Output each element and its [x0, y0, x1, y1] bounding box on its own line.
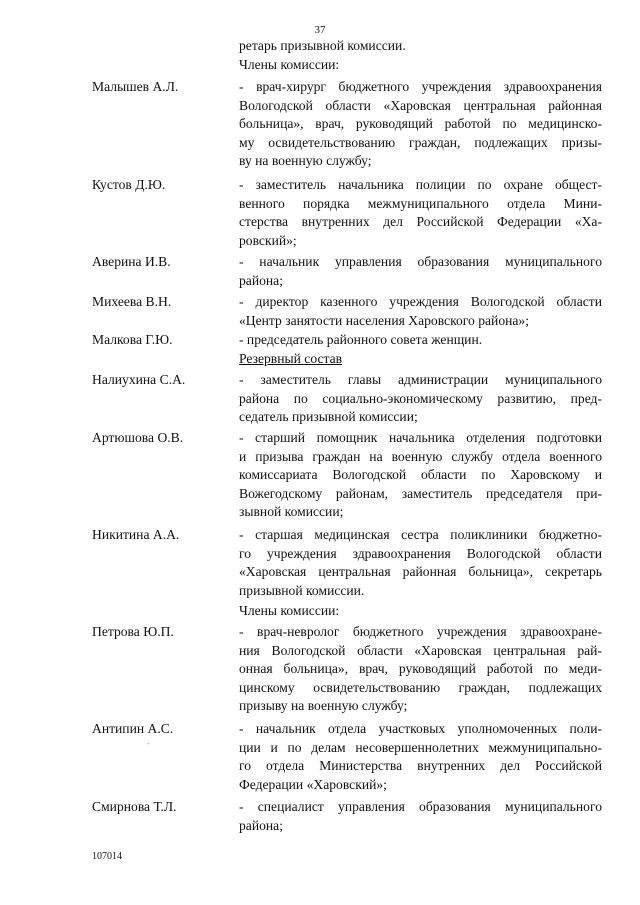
member-name: Никитина А.А. [92, 527, 180, 542]
description-line: - начальник отдела участковых уполномоченных поли- [239, 721, 602, 736]
description-line: комиссариата Вологодской области по Харовскому и [239, 467, 602, 482]
member-description [239, 371, 602, 427]
member-name: Артюшова О.В. [92, 430, 184, 445]
member-name: Налиухина С.А. [92, 372, 186, 387]
member-description [239, 623, 602, 716]
member-description [239, 78, 602, 171]
member-name: Петрова Ю.П. [92, 624, 174, 639]
member-name: Малышев А.Л. [92, 79, 179, 94]
member-name: Малкова Г.Ю. [92, 332, 173, 347]
member-description [239, 176, 602, 250]
member-description [239, 429, 602, 522]
description-line: и призыва граждан на военную службу отдела военного [239, 448, 602, 464]
description-line: го учреждения здравоохранения Вологодской области [239, 545, 602, 561]
intro-text: ретарь призывной комиссии. [239, 38, 406, 53]
description-line: - старший помощник начальника отделения подготовки [239, 430, 602, 445]
description-line: «Центр занятости населения Харовского района»; [239, 312, 530, 328]
description-line: больница», врач, руководящий работой по медицинско- [239, 116, 602, 131]
stray-mark: - [147, 738, 150, 748]
description-line: призывной комиссии. [239, 582, 365, 598]
page-number: 37 [314, 24, 326, 36]
member-description [239, 253, 602, 290]
description-line: района по социально-экономическому развитию, пред- [239, 390, 602, 406]
description-line: района; [239, 817, 283, 833]
description-line: цинскому освидетельствованию граждан, подлежащих [239, 679, 602, 695]
description-line: «Харовская центральная районная больница», секретарь [239, 564, 602, 579]
member-description [239, 526, 602, 600]
members-heading: Члены комиссии: [239, 57, 340, 72]
description-line: ву на военную службу; [239, 153, 372, 168]
description-line: стерства внутренних дел Российской Федерации «Ха- [239, 214, 602, 229]
member-name: Михеева В.Н. [92, 294, 172, 309]
description-line: - председатель районного совета женщин. [239, 332, 483, 347]
member-description [239, 331, 602, 350]
description-line: ции и по делам несовершеннолетних межмуниципально- [239, 739, 602, 755]
member-description [239, 798, 602, 835]
member-name: Антипин А.С. [92, 721, 174, 736]
description-line: - врач-невролог бюджетного учреждения здравоохране- [239, 624, 602, 639]
description-line: - заместитель начальника полиции по охране общест- [239, 177, 602, 192]
description-line: ровский»; [239, 232, 297, 248]
description-line: му освидетельствованию граждан, подлежащих призы- [239, 134, 602, 150]
description-line: - врач-хирург бюджетного учреждения здравоохранения [239, 79, 602, 94]
description-line: района; [239, 272, 283, 288]
member-description [239, 720, 602, 794]
description-line: го отдела Министерства внутренних дел Российской [239, 758, 602, 773]
member-name: Смирнова Т.Л. [92, 799, 177, 814]
description-line: Вожегодскому районам, заместитель председателя при- [239, 485, 602, 501]
members-heading: Члены комиссии: [239, 603, 340, 618]
description-line: зывной комиссии; [239, 504, 344, 519]
description-line: призыву на военную службу; [239, 698, 408, 713]
member-name: Аверина И.В. [92, 254, 171, 269]
description-line: Федерации «Харовский»; [239, 776, 387, 792]
reserve-heading: Резервный состав [239, 351, 343, 366]
description-line: ния Вологодской области «Харовская центральная рай- [239, 642, 602, 658]
member-name: Кустов Д.Ю. [92, 177, 166, 192]
description-line: Вологодской области «Харовская центральная районная [239, 97, 602, 113]
description-line: седатель призывной комиссии; [239, 409, 418, 424]
member-description [239, 293, 602, 330]
description-line: онная больница», врач, руководящий работой по меди- [239, 661, 602, 676]
description-line: - заместитель главы администрации муниципального [239, 372, 602, 387]
description-line: - старшая медицинская сестра поликлиники бюджетно- [239, 527, 602, 542]
description-line: - начальник управления образования муниципального [239, 254, 602, 269]
description-line: венного порядка межмуниципального отдела Мини- [239, 195, 602, 211]
description-line: - специалист управления образования муниципального [239, 799, 602, 814]
footer-code: 107014 [92, 851, 122, 862]
description-line: - директор казенного учреждения Вологодской области [239, 294, 602, 309]
